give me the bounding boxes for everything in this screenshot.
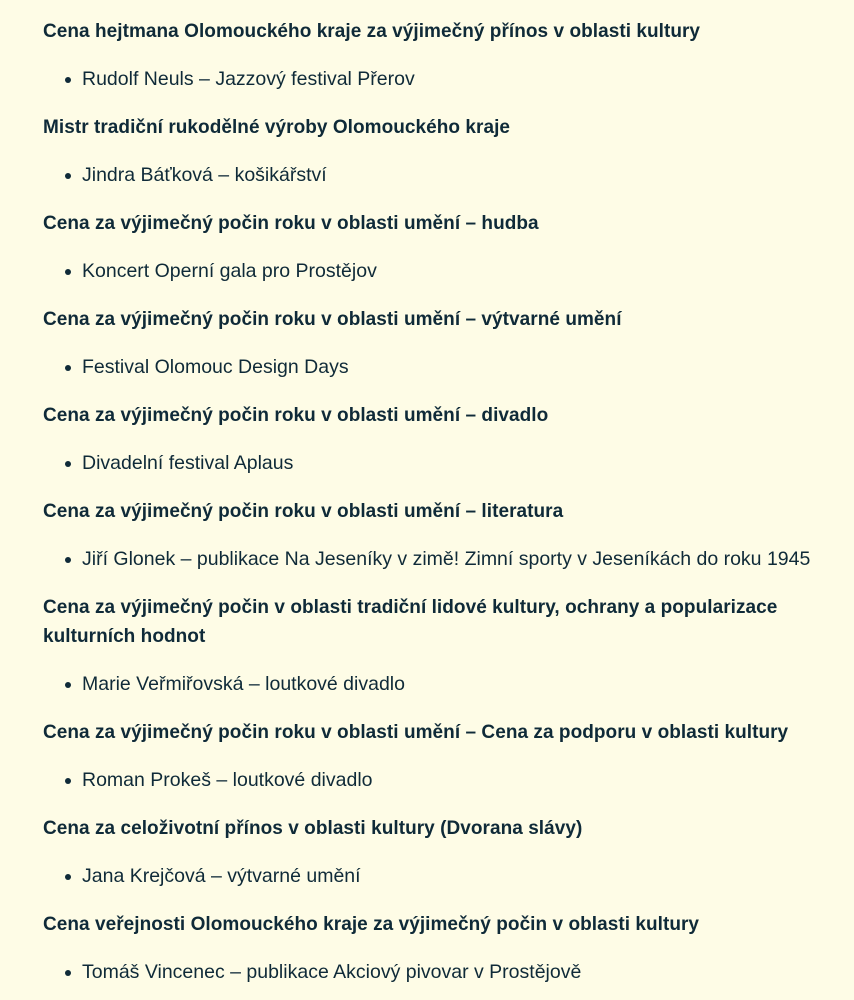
winners-list [43, 545, 854, 574]
winner-item [43, 670, 854, 699]
winner-item [43, 862, 854, 891]
bullet-icon [65, 173, 71, 179]
winner-text: Roman Prokeš – loutkové divadlo [82, 769, 373, 791]
winner-item [43, 257, 854, 286]
winner-item [43, 545, 854, 574]
winner-text: Jiří Glonek – publikace Na Jeseníky v zimě! Zimní sporty v Jeseníkách do roku 1945 [82, 548, 811, 570]
bullet-icon [65, 461, 71, 467]
winners-list [43, 766, 854, 795]
winner-text: Tomáš Vincenec – publikace Akciový pivovar v Prostějově [82, 961, 582, 983]
winners-list [43, 161, 854, 190]
winners-list [43, 862, 854, 891]
award-title: Cena hejtmana Olomouckého kraje za výjimečný přínos v oblasti kultury [43, 21, 701, 42]
award-section [43, 113, 854, 190]
winner-text: Jindra Báťková – košikářství [82, 164, 327, 186]
award-title: Cena za výjimečný počin roku v oblasti umění – hudba [43, 213, 539, 234]
winners-list [43, 670, 854, 699]
award-section [43, 209, 854, 286]
award-title: Cena za výjimečný počin v oblasti tradiční lidové kultury, ochrany a popularizace kulturních hodnot [43, 597, 778, 647]
bullet-icon [65, 778, 71, 784]
winner-text: Marie Veřmiřovská – loutkové divadlo [82, 673, 405, 695]
winners-list [43, 958, 854, 987]
award-title: Cena za výjimečný počin roku v oblasti umění – výtvarné umění [43, 309, 622, 330]
bullet-icon [65, 365, 71, 371]
award-title: Cena za celoživotní přínos v oblasti kultury (Dvorana slávy) [43, 818, 583, 839]
winner-item [43, 65, 854, 94]
winner-text: Divadelní festival Aplaus [82, 452, 294, 474]
award-section [43, 17, 854, 94]
award-title: Mistr tradiční rukodělné výroby Olomouckého kraje [43, 117, 511, 138]
award-section [43, 910, 854, 987]
award-section [43, 593, 854, 699]
bullet-icon [65, 557, 71, 563]
winners-list [43, 257, 854, 286]
winners-list [43, 449, 854, 478]
award-section [43, 497, 854, 574]
award-title: Cena za výjimečný počin roku v oblasti umění – literatura [43, 501, 564, 522]
winner-text: Festival Olomouc Design Days [82, 356, 349, 378]
award-title: Cena za výjimečný počin roku v oblasti umění – Cena za podporu v oblasti kultury [43, 722, 789, 743]
award-section [43, 305, 854, 382]
award-title: Cena za výjimečný počin roku v oblasti umění – divadlo [43, 405, 549, 426]
award-section [43, 718, 854, 795]
award-title: Cena veřejnosti Olomouckého kraje za výjimečný počin v oblasti kultury [43, 914, 700, 935]
winner-item [43, 161, 854, 190]
bullet-icon [65, 970, 71, 976]
winner-item [43, 766, 854, 795]
bullet-icon [65, 682, 71, 688]
bullet-icon [65, 77, 71, 83]
award-section [43, 401, 854, 478]
winner-text: Jana Krejčová – výtvarné umění [82, 865, 361, 887]
winners-list [43, 353, 854, 382]
winner-item [43, 958, 854, 987]
winner-text: Rudolf Neuls – Jazzový festival Přerov [82, 68, 415, 90]
award-section [43, 814, 854, 891]
winner-text: Koncert Operní gala pro Prostějov [82, 260, 377, 282]
winners-list [43, 65, 854, 94]
bullet-icon [65, 269, 71, 275]
winner-item [43, 449, 854, 478]
bullet-icon [65, 874, 71, 880]
winner-item [43, 353, 854, 382]
